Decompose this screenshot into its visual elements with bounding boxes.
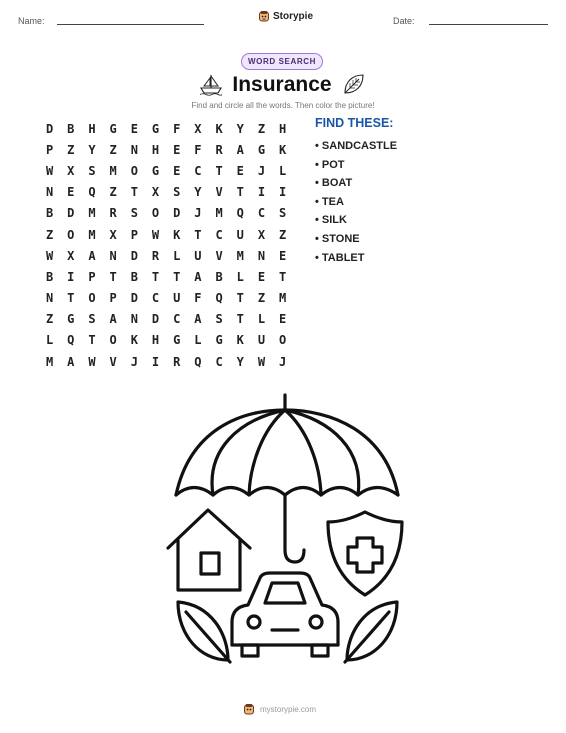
grid-letter[interactable]: R [173, 354, 181, 369]
grid-letter[interactable]: A [88, 248, 96, 263]
grid-letter[interactable]: P [130, 227, 138, 242]
grid-letter[interactable]: M [109, 163, 117, 178]
grid-letter[interactable]: X [257, 227, 266, 242]
grid-letter[interactable]: W [151, 227, 160, 242]
page-title: Insurance [232, 73, 332, 96]
grid-letter[interactable]: K [236, 333, 244, 348]
grid-letter[interactable]: V [215, 185, 223, 200]
grid-letter[interactable]: T [67, 291, 75, 306]
grid-letter[interactable]: L [194, 333, 202, 348]
grid-letter[interactable]: D [67, 206, 75, 221]
grid-letter[interactable]: Z [109, 185, 117, 200]
word-item: • TABLET [315, 251, 365, 264]
grid-letter[interactable]: Q [67, 333, 75, 348]
grid-letter[interactable]: R [109, 206, 117, 221]
grid-letter[interactable]: T [236, 291, 244, 306]
brand-logo [258, 10, 313, 22]
grid-letter[interactable]: M [45, 354, 54, 369]
grid-letter[interactable]: Z [109, 142, 117, 157]
grid-letter[interactable]: R [215, 142, 223, 157]
name-label: Name: [18, 16, 45, 26]
grid-letter[interactable]: E [257, 269, 266, 284]
house-icon [168, 510, 250, 590]
date-label: Date: [393, 16, 415, 26]
grid-letter[interactable]: G [109, 121, 117, 136]
grid-letter[interactable]: N [45, 291, 54, 306]
grid-letter[interactable]: S [130, 206, 138, 221]
grid-letter[interactable]: M [88, 227, 96, 242]
grid-letter[interactable]: P [109, 291, 117, 306]
grid-letter[interactable]: E [279, 248, 287, 263]
grid-letter[interactable]: V [215, 248, 223, 263]
grid-letter[interactable]: P [88, 269, 96, 284]
grid-letter[interactable]: C [151, 291, 160, 306]
grid-letter[interactable]: B [45, 269, 54, 284]
storypie-mascot-icon [258, 10, 270, 22]
grid-letter[interactable]: K [130, 333, 138, 348]
left-leaf-icon [178, 602, 230, 662]
grid-letter[interactable]: S [173, 185, 181, 200]
grid-letter[interactable]: E [67, 185, 75, 200]
grid-letter[interactable]: J [279, 354, 287, 369]
grid-letter[interactable]: Z [67, 142, 75, 157]
storypie-mascot-icon [243, 703, 255, 715]
grid-letter[interactable]: F [173, 121, 181, 136]
grid-letter[interactable]: X [151, 185, 160, 200]
grid-letter[interactable]: Z [279, 227, 287, 242]
grid-letter[interactable]: S [88, 163, 96, 178]
grid-letter[interactable]: Z [45, 227, 54, 242]
grid-letter[interactable]: S [215, 312, 223, 327]
grid-letter[interactable]: I [151, 354, 160, 369]
date-line[interactable] [429, 24, 548, 25]
grid-letter[interactable]: I [67, 269, 75, 284]
grid-letter[interactable]: N [130, 312, 138, 327]
leaf-icon [342, 72, 366, 96]
grid-letter[interactable]: A [109, 312, 117, 327]
grid-letter[interactable]: Z [257, 121, 266, 136]
grid-letter[interactable]: R [151, 248, 160, 263]
grid-letter[interactable]: N [130, 142, 138, 157]
footer [243, 703, 316, 715]
word-item: • POT [315, 158, 345, 171]
grid-letter[interactable]: S [279, 206, 287, 221]
grid-letter[interactable]: H [279, 121, 287, 136]
grid-letter[interactable]: M [215, 206, 223, 221]
grid-letter[interactable]: N [257, 248, 266, 263]
instructions: Find and circle all the words. Then color the picture! [191, 101, 375, 110]
word-item: • SILK [315, 214, 347, 227]
word-list [315, 137, 397, 267]
grid-letter[interactable]: T [88, 333, 96, 348]
grid-letter[interactable]: C [215, 227, 223, 242]
grid-letter[interactable]: G [151, 121, 160, 136]
grid-letter[interactable]: B [45, 206, 54, 221]
grid-letter[interactable]: L [236, 269, 244, 284]
word-item: • BOAT [315, 177, 353, 190]
grid-letter[interactable]: O [130, 163, 138, 178]
grid-letter[interactable]: O [67, 227, 75, 242]
grid-letter[interactable]: W [88, 354, 96, 369]
grid-letter[interactable]: M [236, 248, 244, 263]
grid-letter[interactable]: G [67, 312, 75, 327]
grid-letter[interactable]: E [173, 142, 181, 157]
letter-grid[interactable] [39, 118, 293, 372]
grid-letter[interactable]: X [67, 248, 75, 263]
grid-letter[interactable]: X [194, 121, 202, 136]
grid-letter[interactable]: O [109, 333, 117, 348]
grid-letter[interactable]: D [130, 291, 138, 306]
grid-letter[interactable]: P [45, 142, 54, 157]
grid-letter[interactable]: Y [194, 185, 202, 200]
grid-letter[interactable]: B [215, 269, 223, 284]
grid-letter[interactable]: D [151, 312, 160, 327]
grid-letter[interactable]: I [279, 185, 287, 200]
grid-letter[interactable]: G [215, 333, 223, 348]
grid-letter[interactable]: U [236, 227, 244, 242]
grid-letter[interactable]: Q [194, 354, 202, 369]
grid-letter[interactable]: D [130, 248, 138, 263]
grid-letter[interactable]: L [279, 163, 287, 178]
grid-letter[interactable]: U [173, 291, 181, 306]
grid-letter[interactable]: Y [88, 142, 96, 157]
grid-letter[interactable]: Z [257, 291, 266, 306]
grid-letter[interactable]: G [173, 333, 181, 348]
footer-url: mystorypie.com [260, 704, 317, 714]
grid-letter[interactable]: J [194, 206, 202, 221]
grid-letter[interactable]: C [173, 312, 181, 327]
grid-letter[interactable]: K [215, 121, 223, 136]
grid-letter[interactable]: C [215, 354, 223, 369]
grid-letter[interactable]: H [88, 121, 96, 136]
word-item: • SANDCASTLE [315, 140, 398, 152]
grid-letter[interactable]: N [109, 248, 117, 263]
name-line[interactable] [57, 24, 204, 25]
grid-letter[interactable]: J [130, 354, 138, 369]
right-leaf-icon [345, 602, 397, 662]
grid-letter[interactable]: E [236, 163, 244, 178]
grid-letter[interactable]: T [173, 269, 181, 284]
grid-letter[interactable]: A [67, 354, 75, 369]
grid-letter[interactable]: M [279, 291, 287, 306]
grid-letter[interactable]: D [45, 121, 54, 136]
car-icon [232, 573, 338, 656]
grid-letter[interactable]: B [130, 269, 138, 284]
grid-letter[interactable]: T [194, 227, 202, 242]
grid-letter[interactable]: Q [88, 185, 96, 200]
grid-letter[interactable]: F [194, 291, 202, 306]
grid-letter[interactable]: T [215, 163, 223, 178]
grid-letter[interactable]: E [173, 163, 181, 178]
grid-letter[interactable]: W [45, 248, 54, 263]
word-item: • TEA [315, 195, 344, 208]
grid-letter[interactable]: T [236, 312, 244, 327]
grid-letter[interactable]: T [151, 269, 160, 284]
grid-letter[interactable]: A [194, 269, 202, 284]
grid-letter[interactable]: C [194, 163, 202, 178]
grid-letter[interactable]: F [194, 142, 202, 157]
grid-letter[interactable]: L [173, 248, 181, 263]
grid-letter[interactable]: T [130, 185, 138, 200]
grid-letter[interactable]: V [109, 354, 117, 369]
grid-letter[interactable]: A [236, 142, 244, 157]
grid-letter[interactable]: G [151, 163, 160, 178]
grid-letter[interactable]: U [257, 333, 266, 348]
insurance-illustration [150, 390, 410, 670]
grid-letter[interactable]: D [173, 206, 181, 221]
grid-letter[interactable]: K [279, 142, 287, 157]
grid-letter[interactable]: T [236, 185, 244, 200]
grid-letter[interactable]: W [45, 163, 54, 178]
grid-letter[interactable]: T [279, 269, 287, 284]
grid-letter[interactable]: I [257, 185, 266, 200]
grid-letter[interactable]: L [45, 333, 54, 348]
brand-name: Storypie [273, 10, 314, 22]
grid-letter[interactable]: U [194, 248, 202, 263]
word-item: • STONE [315, 232, 360, 245]
shield-cross-icon [328, 512, 402, 595]
grid-letter[interactable]: N [45, 185, 54, 200]
find-these-title: FIND THESE: [315, 116, 394, 130]
grid-letter[interactable]: K [173, 227, 181, 242]
grid-letter[interactable]: Z [45, 312, 54, 327]
grid-letter[interactable]: O [151, 206, 160, 221]
grid-letter[interactable]: Q [215, 291, 223, 306]
grid-letter[interactable]: T [109, 269, 117, 284]
grid-letter[interactable]: Y [236, 121, 244, 136]
grid-letter[interactable]: X [109, 227, 117, 242]
grid-letter[interactable]: Q [236, 206, 244, 221]
grid-letter[interactable]: M [88, 206, 96, 221]
grid-letter[interactable]: O [279, 333, 287, 348]
grid-letter[interactable]: G [257, 142, 266, 157]
grid-letter[interactable]: J [257, 163, 266, 178]
grid-letter[interactable]: H [151, 333, 160, 348]
grid-letter[interactable]: A [194, 312, 202, 327]
word-search-badge: WORD SEARCH [241, 53, 323, 70]
grid-letter[interactable]: C [257, 206, 266, 221]
grid-letter[interactable]: S [88, 312, 96, 327]
grid-letter[interactable]: Y [236, 354, 244, 369]
grid-letter[interactable]: B [67, 121, 75, 136]
grid-letter[interactable]: H [151, 142, 160, 157]
grid-letter[interactable]: O [88, 291, 96, 306]
grid-letter[interactable]: W [257, 354, 266, 369]
grid-letter[interactable]: X [67, 163, 75, 178]
boat-icon [199, 72, 223, 96]
grid-letter[interactable]: E [279, 312, 287, 327]
grid-letter[interactable]: L [257, 312, 266, 327]
grid-letter[interactable]: E [130, 121, 138, 136]
